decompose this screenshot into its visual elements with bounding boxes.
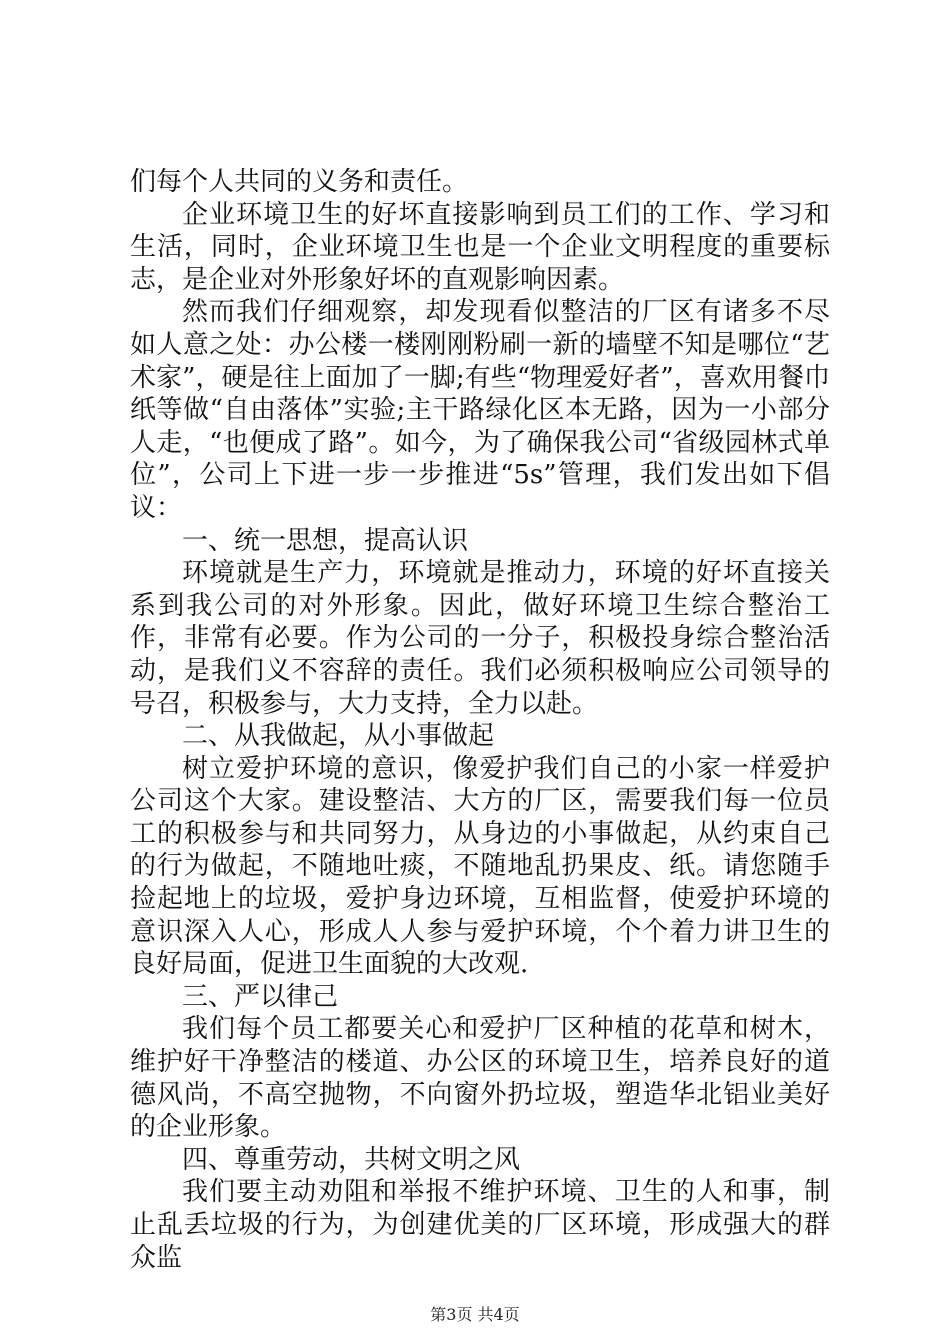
paragraph: 企业环境卫生的好坏直接影响到员工们的工作、学习和生活，同时，企业环境卫生也是一个企业文明程度的重要标志，是企业对外形象好坏的直观影响因素。 bbox=[130, 199, 830, 295]
page-number-footer: 第3页 共4页 bbox=[430, 1305, 520, 1324]
document-body bbox=[130, 166, 830, 1274]
paragraph-continuation: 们每个人共同的义务和责任。 bbox=[130, 167, 469, 197]
section-heading: 四、尊重劳动，共树文明之风 bbox=[182, 1144, 521, 1175]
paragraph: 我们每个员工都要关心和爱护厂区种植的花草和树木，维护好干净整洁的楼道、办公区的环境卫生，培养良好的道德风尚，不高空抛物，不向窗外扔垃圾，塑造华北铝业美好的企业形象。 bbox=[130, 1014, 830, 1143]
paragraph: 然而我们仔细观察，却发现看似整洁的厂区有诸多不尽如人意之处：办公楼一楼刚刚粉刷一新的墙壁不知是哪位“艺术家”，硬是往上面加了一脚;有些“物理爱好者”，喜欢用餐巾纸等做“自由落体”实验;主干路绿化区本无路，因为一小部分人走，“也便成了路”。如今，为了确保我公司“省级园林式单位”，公司上下进一步一步推进“5s”管理，我们发出如下倡议： bbox=[130, 297, 830, 523]
section-heading: 二、从我做起，从小事做起 bbox=[182, 721, 495, 752]
section-heading: 三、严以律己 bbox=[182, 981, 339, 1012]
section-heading: 一、统一思想，提高认识 bbox=[182, 525, 469, 556]
paragraph: 环境就是生产力，环境就是推动力，环境的好坏直接关系到我公司的对外形象。因此，做好环境卫生综合整治工作，非常有必要。作为公司的一分子，积极投身综合整治活动，是我们义不容辞的责任。我们必须积极响应公司领导的号召，积极参与，大力支持，全力以赴。 bbox=[130, 558, 830, 719]
paragraph: 树立爱护环境的意识，像爱护我们自己的小家一样爱护公司这个大家。建设整洁、大方的厂区，需要我们每一位员工的积极参与和共同努力，从身边的小事做起，从约束自己的行为做起，不随地吐痰，不随地乱扔果皮、纸。请您随手捡起地上的垃圾，爱护身边环境，互相监督，使爱护环境的意识深入人心，形成人人参与爱护环境，个个着力讲卫生的良好局面，促进卫生面貌的大改观. bbox=[130, 753, 830, 980]
paragraph: 我们要主动劝阻和举报不维护环境、卫生的人和事，制止乱丢垃圾的行为，为创建优美的厂区环境，形成强大的群众监 bbox=[130, 1177, 830, 1273]
